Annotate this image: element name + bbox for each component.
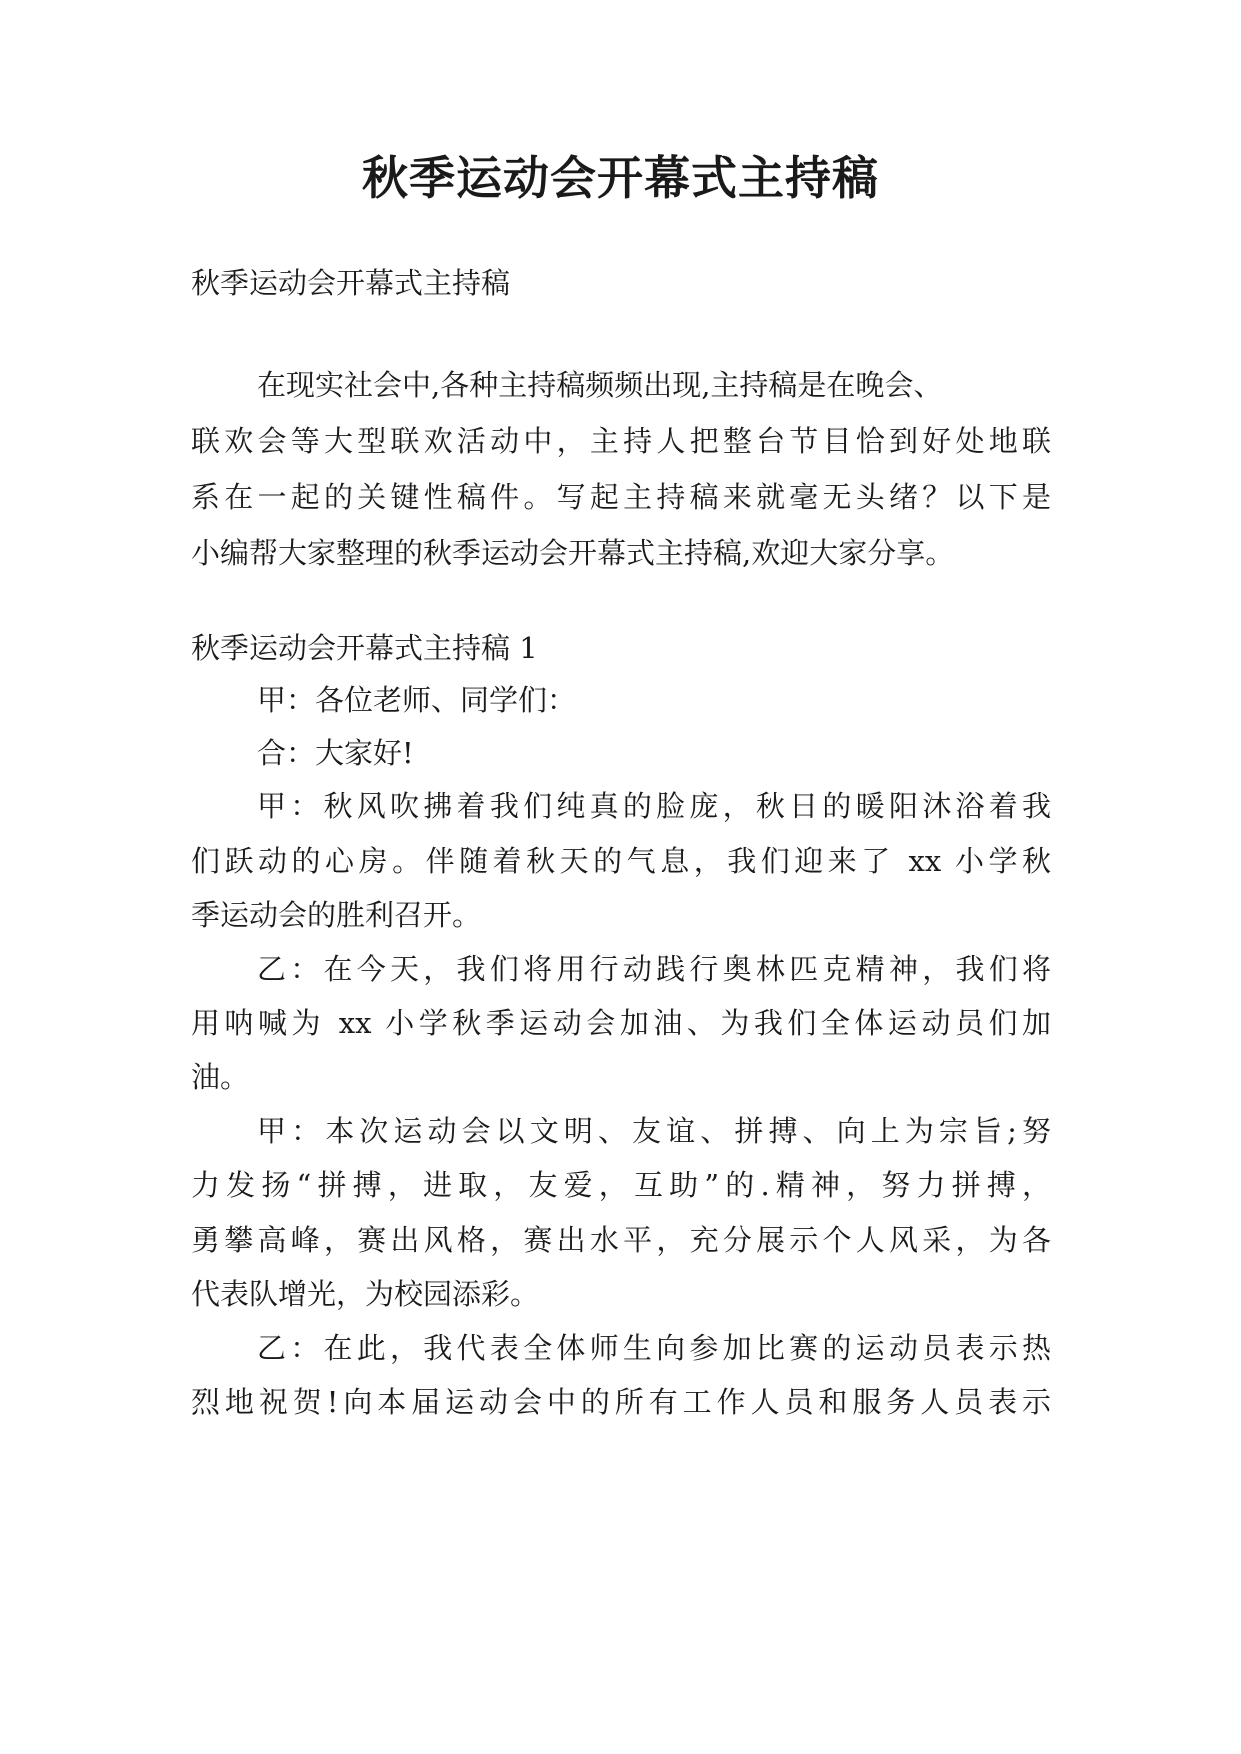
script-line-11: 勇攀高峰，赛出风格，赛出水平，充分展示个人风采，为各	[191, 1223, 1051, 1257]
script-line-6: 乙：在今天，我们将用行动践行奥林匹克精神，我们将	[257, 952, 1051, 986]
script-line-8: 油。	[191, 1060, 250, 1094]
intro-line-2: 联欢会等大型联欢活动中，主持人把整台节目恰到好处地联	[191, 424, 1051, 458]
script-line-9: 甲：本次运动会以文明、友谊、拼搏、向上为宗旨;努	[257, 1114, 1051, 1148]
script-line-7: 用呐喊为 xx 小学秋季运动会加油、为我们全体运动员们加	[191, 1006, 1051, 1040]
section-heading: 秋季运动会开幕式主持稿 1	[191, 631, 538, 665]
intro-line-1: 在现实社会中,各种主持稿频频出现,主持稿是在晚会、	[257, 368, 943, 402]
intro-line-3: 系在一起的关键性稿件。写起主持稿来就毫无头绪？以下是	[191, 480, 1051, 514]
script-line-4: 们跃动的心房。伴随着秋天的气息，我们迎来了 xx 小学秋	[191, 844, 1051, 878]
intro-line-4: 小编帮大家整理的秋季运动会开幕式主持稿,欢迎大家分享。	[191, 536, 955, 570]
document-title: 秋季运动会开幕式主持稿	[362, 151, 879, 205]
document-subtitle: 秋季运动会开幕式主持稿	[191, 266, 511, 300]
script-line-12: 代表队增光，为校园添彩。	[191, 1277, 540, 1311]
script-line-10: 力发扬“拼搏，进取，友爱，互助”的.精神，努力拼搏，	[191, 1168, 1051, 1202]
script-line-1: 甲：各位老师、同学们：	[257, 683, 577, 717]
script-line-2: 合：大家好!	[257, 736, 414, 770]
script-line-13: 乙：在此，我代表全体师生向参加比赛的运动员表示热	[257, 1331, 1051, 1365]
script-line-14: 烈地祝贺!向本届运动会中的所有工作人员和服务人员表示	[191, 1385, 1051, 1419]
script-line-5: 季运动会的胜利召开。	[191, 898, 482, 932]
script-line-3: 甲：秋风吹拂着我们纯真的脸庞，秋日的暖阳沐浴着我	[257, 789, 1051, 823]
